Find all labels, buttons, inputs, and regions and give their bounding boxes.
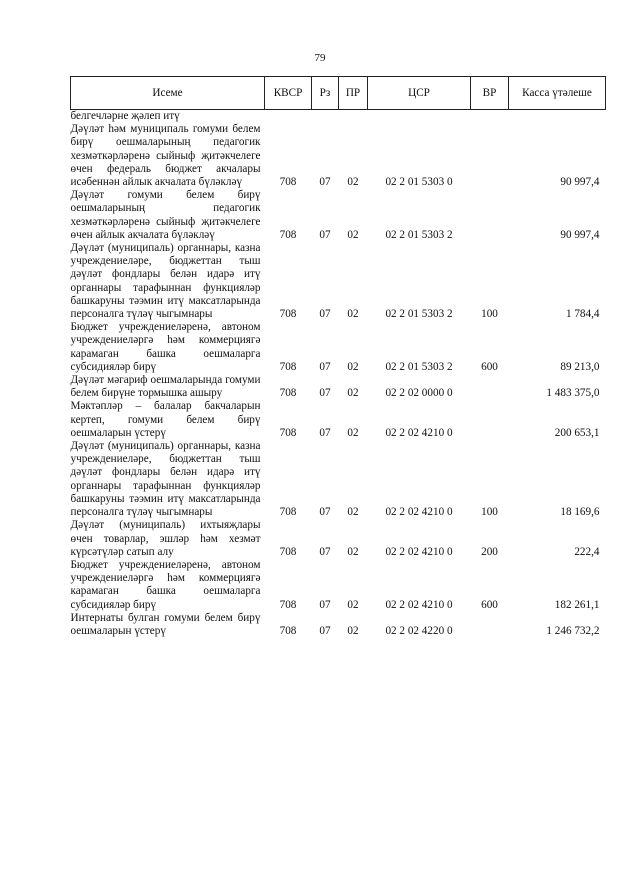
budget-table [70, 76, 606, 638]
cell-pr: 02 [347, 545, 359, 558]
cell-pr: 02 [347, 228, 359, 241]
table-header-row [71, 77, 606, 110]
cell-amount: 1 784,4 [565, 308, 600, 321]
cell-csr: 02 2 01 5303 2 [385, 308, 453, 321]
cell-rz: 07 [319, 387, 331, 400]
table-body [71, 110, 606, 639]
cell-csr: 02 2 01 5303 0 [385, 176, 453, 189]
cell-kvsr: 708 [279, 387, 297, 400]
cell-vr [471, 189, 509, 242]
cell-amount: 200 653,1 [554, 426, 600, 439]
cell-pr: 02 [347, 598, 359, 611]
cell-csr: 02 2 01 5303 2 [385, 228, 453, 241]
table-row [71, 321, 606, 374]
cell-rz: 07 [319, 176, 331, 189]
header-kassa: Касса үтәлеше [509, 77, 606, 110]
table-row [71, 559, 606, 612]
table-row [71, 189, 606, 242]
cell-vr [471, 612, 509, 638]
cell-kvsr: 708 [279, 624, 297, 637]
header-kvsr: КВСР [265, 77, 312, 110]
cell-amount: 90 997,4 [560, 228, 600, 241]
cell-vr [471, 110, 509, 124]
cell-kvsr [265, 110, 312, 124]
cell-csr: 02 2 02 4210 0 [385, 598, 453, 611]
cell-vr: 600 [481, 360, 498, 373]
cell-amount: 222,4 [574, 545, 600, 558]
cell-vr [471, 374, 509, 400]
cell-kvsr: 708 [279, 228, 297, 241]
cell-vr: 200 [481, 545, 498, 558]
header-vr: ВР [471, 77, 509, 110]
cell-rz [312, 110, 339, 124]
cell-rz: 07 [319, 545, 331, 558]
cell-kvsr: 708 [279, 308, 297, 321]
table-row [71, 440, 606, 519]
cell-csr: 02 2 01 5303 2 [385, 360, 453, 373]
cell-csr [368, 110, 471, 124]
cell-csr: 02 2 02 4210 0 [385, 426, 453, 439]
cell-name: Дәүләт һәм муниципаль гомуми белем бирү оешмаларының педагогик хезмәткәрләренә сыйныф җитәкчелеге өчен федераль бюджет акчалары исәбеннән айлык акчалата бүләкләү [70, 123, 261, 189]
cell-vr [471, 400, 509, 440]
cell-amount: 89 213,0 [560, 360, 600, 373]
cell-name: Дәүләт (муниципаль) органнары, казна учреждениеләре, бюджеттан тыш дәүләт фондлары белән идарә итү органнары тарафыннан функцияләр башкаруны тәэмин итү максатларында персоналга түләү чыгымнары [70, 242, 261, 321]
cell-pr: 02 [347, 426, 359, 439]
cell-name: белгечләрне җәлеп итү [70, 110, 180, 122]
cell-csr: 02 2 02 4210 0 [385, 506, 453, 519]
table-row [71, 374, 606, 400]
cell-pr [339, 110, 368, 124]
cell-vr: 100 [481, 506, 498, 519]
table-row [71, 123, 606, 189]
cell-amount: 18 169,6 [560, 506, 600, 519]
cell-amount [509, 110, 606, 124]
cell-rz: 07 [319, 426, 331, 439]
cell-pr: 02 [347, 360, 359, 373]
header-pr: ПР [339, 77, 368, 110]
cell-rz: 07 [319, 624, 331, 637]
cell-name: Бюджет учреждениеләренә, автоном учреждениеләргә һәм коммерциягә карамаган башка оешмаларга субсидияләр бирү [70, 321, 261, 373]
cell-kvsr: 708 [279, 176, 297, 189]
cell-amount: 1 246 732,2 [546, 624, 600, 637]
cell-pr: 02 [347, 308, 359, 321]
cell-name: Дәүләт (муниципаль) органнары, казна учреждениеләре, бюджеттан тыш дәүләт фондлары белән идарә итү органнары тарафыннан функцияләр башкаруны тәэмин итү максатларында персоналга түләү чыгымнары [70, 440, 261, 519]
cell-vr: 600 [481, 598, 498, 611]
cell-csr: 02 2 02 4220 0 [385, 624, 453, 637]
table-row [71, 519, 606, 559]
cell-vr [471, 123, 509, 189]
cell-amount: 90 997,4 [560, 176, 600, 189]
cell-name: Дәүләт мәгариф оешмаларында гомуми белем бирүне тормышка ашыру [70, 374, 261, 400]
table-row [71, 242, 606, 321]
cell-amount: 1 483 375,0 [546, 387, 600, 400]
cell-rz: 07 [319, 360, 331, 373]
cell-name: Бюджет учреждениеләренә, автоном учреждениеләргә һәм коммерциягә карамаган башка оешмаларга субсидияләр бирү [70, 558, 261, 611]
cell-csr: 02 2 02 0000 0 [385, 387, 453, 400]
table-row [71, 612, 606, 638]
cell-rz: 07 [319, 598, 331, 611]
header-name: Исеме [71, 77, 265, 110]
cell-kvsr: 708 [279, 545, 297, 558]
table-row [71, 110, 606, 124]
table-row [71, 400, 606, 440]
cell-csr: 02 2 02 4210 0 [385, 545, 453, 558]
cell-name: Дәүләт (муниципаль) ихтыяҗлары өчен товарлар, эшләр һәм хезмәт күрсәтүләр сатып алу [70, 519, 261, 558]
header-csr: ЦСР [368, 77, 471, 110]
cell-kvsr: 708 [279, 506, 297, 519]
cell-pr: 02 [347, 506, 359, 519]
cell-amount: 182 261,1 [554, 598, 600, 611]
cell-name: Дәүләт гомуми белем бирү оешмаларының педагогик хезмәткәрләренә сыйныф җитәкчелеге өчен айлык акчалата бүләкләү [70, 189, 261, 241]
cell-pr: 02 [347, 176, 359, 189]
cell-kvsr: 708 [279, 598, 297, 611]
cell-rz: 07 [319, 228, 331, 241]
cell-name: Интернаты булган гомуми белем бирү оешмаларын үстерү [70, 611, 261, 637]
cell-vr: 100 [481, 308, 498, 321]
cell-name: Мәктәпләр – балалар бакчаларын кертеп, гомуми белем бирү оешмаларын үстерү [70, 400, 261, 439]
cell-pr: 02 [347, 624, 359, 637]
cell-kvsr: 708 [279, 360, 297, 373]
cell-rz: 07 [319, 506, 331, 519]
header-rz: Рз [312, 77, 339, 110]
page-number: 79 [314, 52, 326, 64]
cell-kvsr: 708 [279, 426, 297, 439]
cell-rz: 07 [319, 308, 331, 321]
cell-pr: 02 [347, 387, 359, 400]
